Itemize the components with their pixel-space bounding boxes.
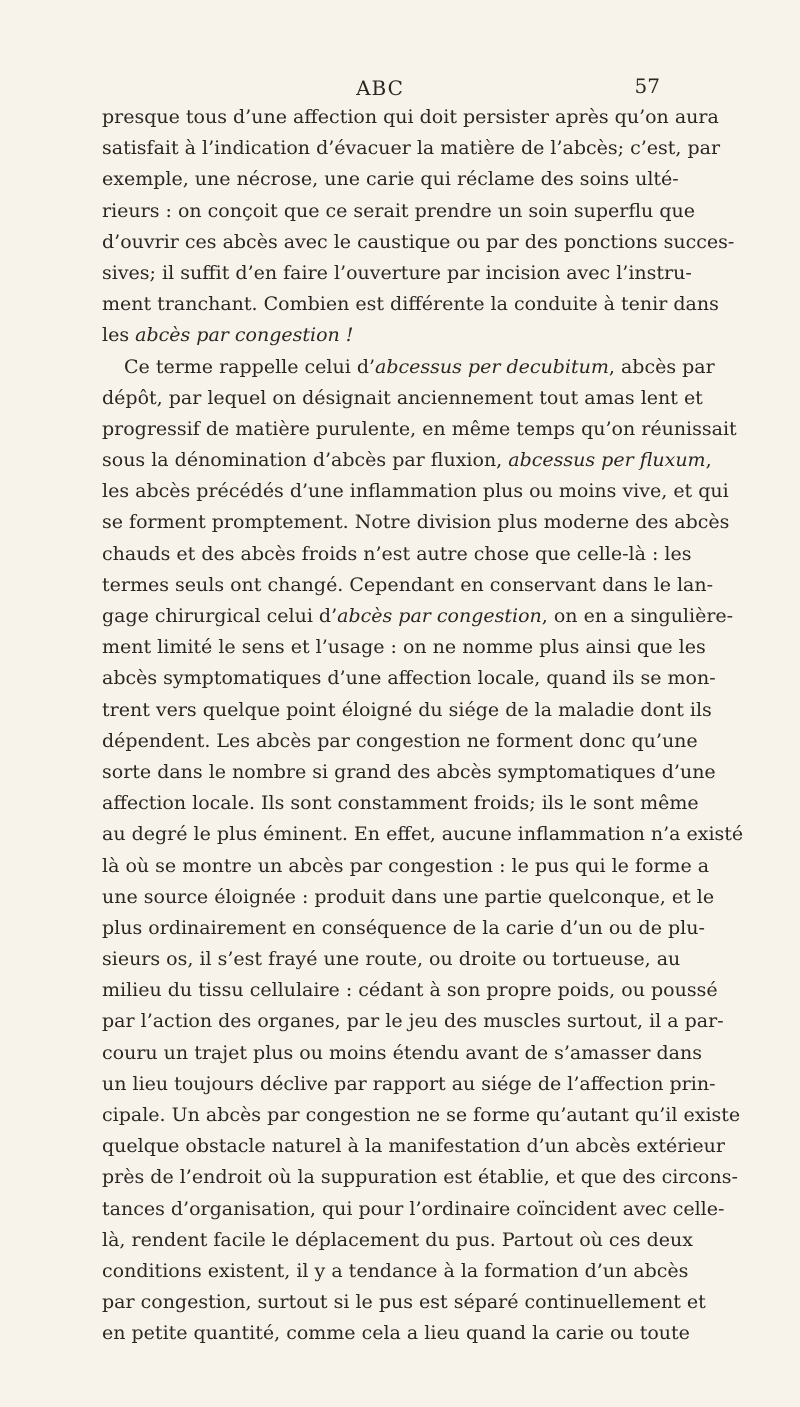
text-line: là, rendent facile le déplacement du pus. Partout où ces deux [102,1228,693,1251]
text-line: couru un trajet plus ou moins étendu avant de s’amasser dans [102,1041,702,1064]
text-line: gage chirurgical celui d’abcès par congestion, on en a singulière- [102,605,734,627]
text-line: dépendent. Les abcès par congestion ne forment donc qu’une [102,729,698,752]
text-line: conditions existent, il y a tendance à la formation d’un abcès [102,1259,689,1282]
text-line: presque tous d’une affection qui doit persister après qu’on aura [102,106,719,128]
text-line: cipale. Un abcès par congestion ne se forme qu’autant qu’il existe [102,1104,741,1126]
page-header [100,74,660,102]
text-line: dépôt, par lequel on désignait anciennement tout amas lent et [102,386,703,409]
text-line: les abcès précédés d’une inflammation plus ou moins vive, et qui [102,480,729,503]
text-line: d’ouvrir ces abcès avec le caustique ou par des ponctions succes- [102,230,735,253]
text-line: rieurs : on conçoit que ce serait prendre un soin superflu que [102,199,695,222]
text-line: les abcès par congestion ! [102,324,354,347]
running-title: ABC [356,76,404,100]
text-line: satisfait à l’indication d’évacuer la matière de l’abcès; c’est, par [102,137,721,160]
italic-term: abcès par congestion [337,605,542,627]
text-line: ment tranchant. Combien est différente la conduite à tenir dans [102,293,719,316]
text-line: près de l’endroit où la suppuration est établie, et que des circons- [102,1166,738,1189]
italic-term: abcès par congestion ! [135,324,354,347]
text-line: milieu du tissu cellulaire : cédant à son propre poids, ou poussé [102,979,718,1002]
body-text [102,102,744,1350]
text-line: chauds et des abcès froids n’est autre chose que celle-là : les [102,542,692,565]
text-line: par l’action des organes, par le jeu des muscles surtout, il a par- [102,1010,724,1033]
text-line: au degré le plus éminent. En effet, aucune inflammation n’a existé [102,823,744,846]
text-line: une source éloignée : produit dans une partie quelconque, et le [102,885,715,908]
italic-term: abcessus per decubitum [375,355,609,378]
text-line: trent vers quelque point éloigné du siége de la maladie dont ils [102,698,712,721]
text-line: un lieu toujours déclive par rapport au siége de l’affection prin- [102,1072,716,1095]
text-line: sous la dénomination d’abcès par fluxion, abcessus per fluxum, [102,449,712,472]
text-line: abcès symptomatiques d’une affection locale, quand ils se mon- [102,667,716,690]
text-line: sives; il suffit d’en faire l’ouverture par incision avec l’instru- [102,261,692,284]
text-line: ment limité le sens et l’usage : on ne nomme plus ainsi que les [102,636,706,659]
text-line: se forment promptement. Notre division plus moderne des abcès [102,511,730,534]
text-line: progressif de matière purulente, en même temps qu’on réunissait [102,417,737,440]
text-line: affection locale. Ils sont constamment froids; ils le sont même [102,792,699,815]
text-line: sieurs os, il s’est frayé une route, ou droite ou tortueuse, au [102,948,681,971]
text-line: là où se montre un abcès par congestion : le pus qui le forme a [102,854,710,877]
text-line: sorte dans le nombre si grand des abcès symptomatiques d’une [102,760,716,783]
text-line: exemple, une nécrose, une carie qui réclame des soins ulté- [102,168,679,191]
text-line: quelque obstacle naturel à la manifestation d’un abcès extérieur [102,1135,725,1158]
text-line: plus ordinairement en conséquence de la carie d’un ou de plu- [102,916,705,939]
italic-term: abcessus per fluxum [508,449,706,472]
text-line: en petite quantité, comme cela a lieu quand la carie ou toute [102,1322,690,1345]
page-number: 57 [634,74,660,98]
text-line: par congestion, surtout si le pus est séparé continuellement et [102,1291,706,1314]
paragraph-start-line: Ce terme rappelle celui d’abcessus per decubitum, abcès par [124,355,715,378]
text-line: termes seuls ont changé. Cependant en conservant dans le lan- [102,573,714,596]
text-line: tances d’organisation, qui pour l’ordinaire coïncident avec celle- [102,1197,725,1220]
